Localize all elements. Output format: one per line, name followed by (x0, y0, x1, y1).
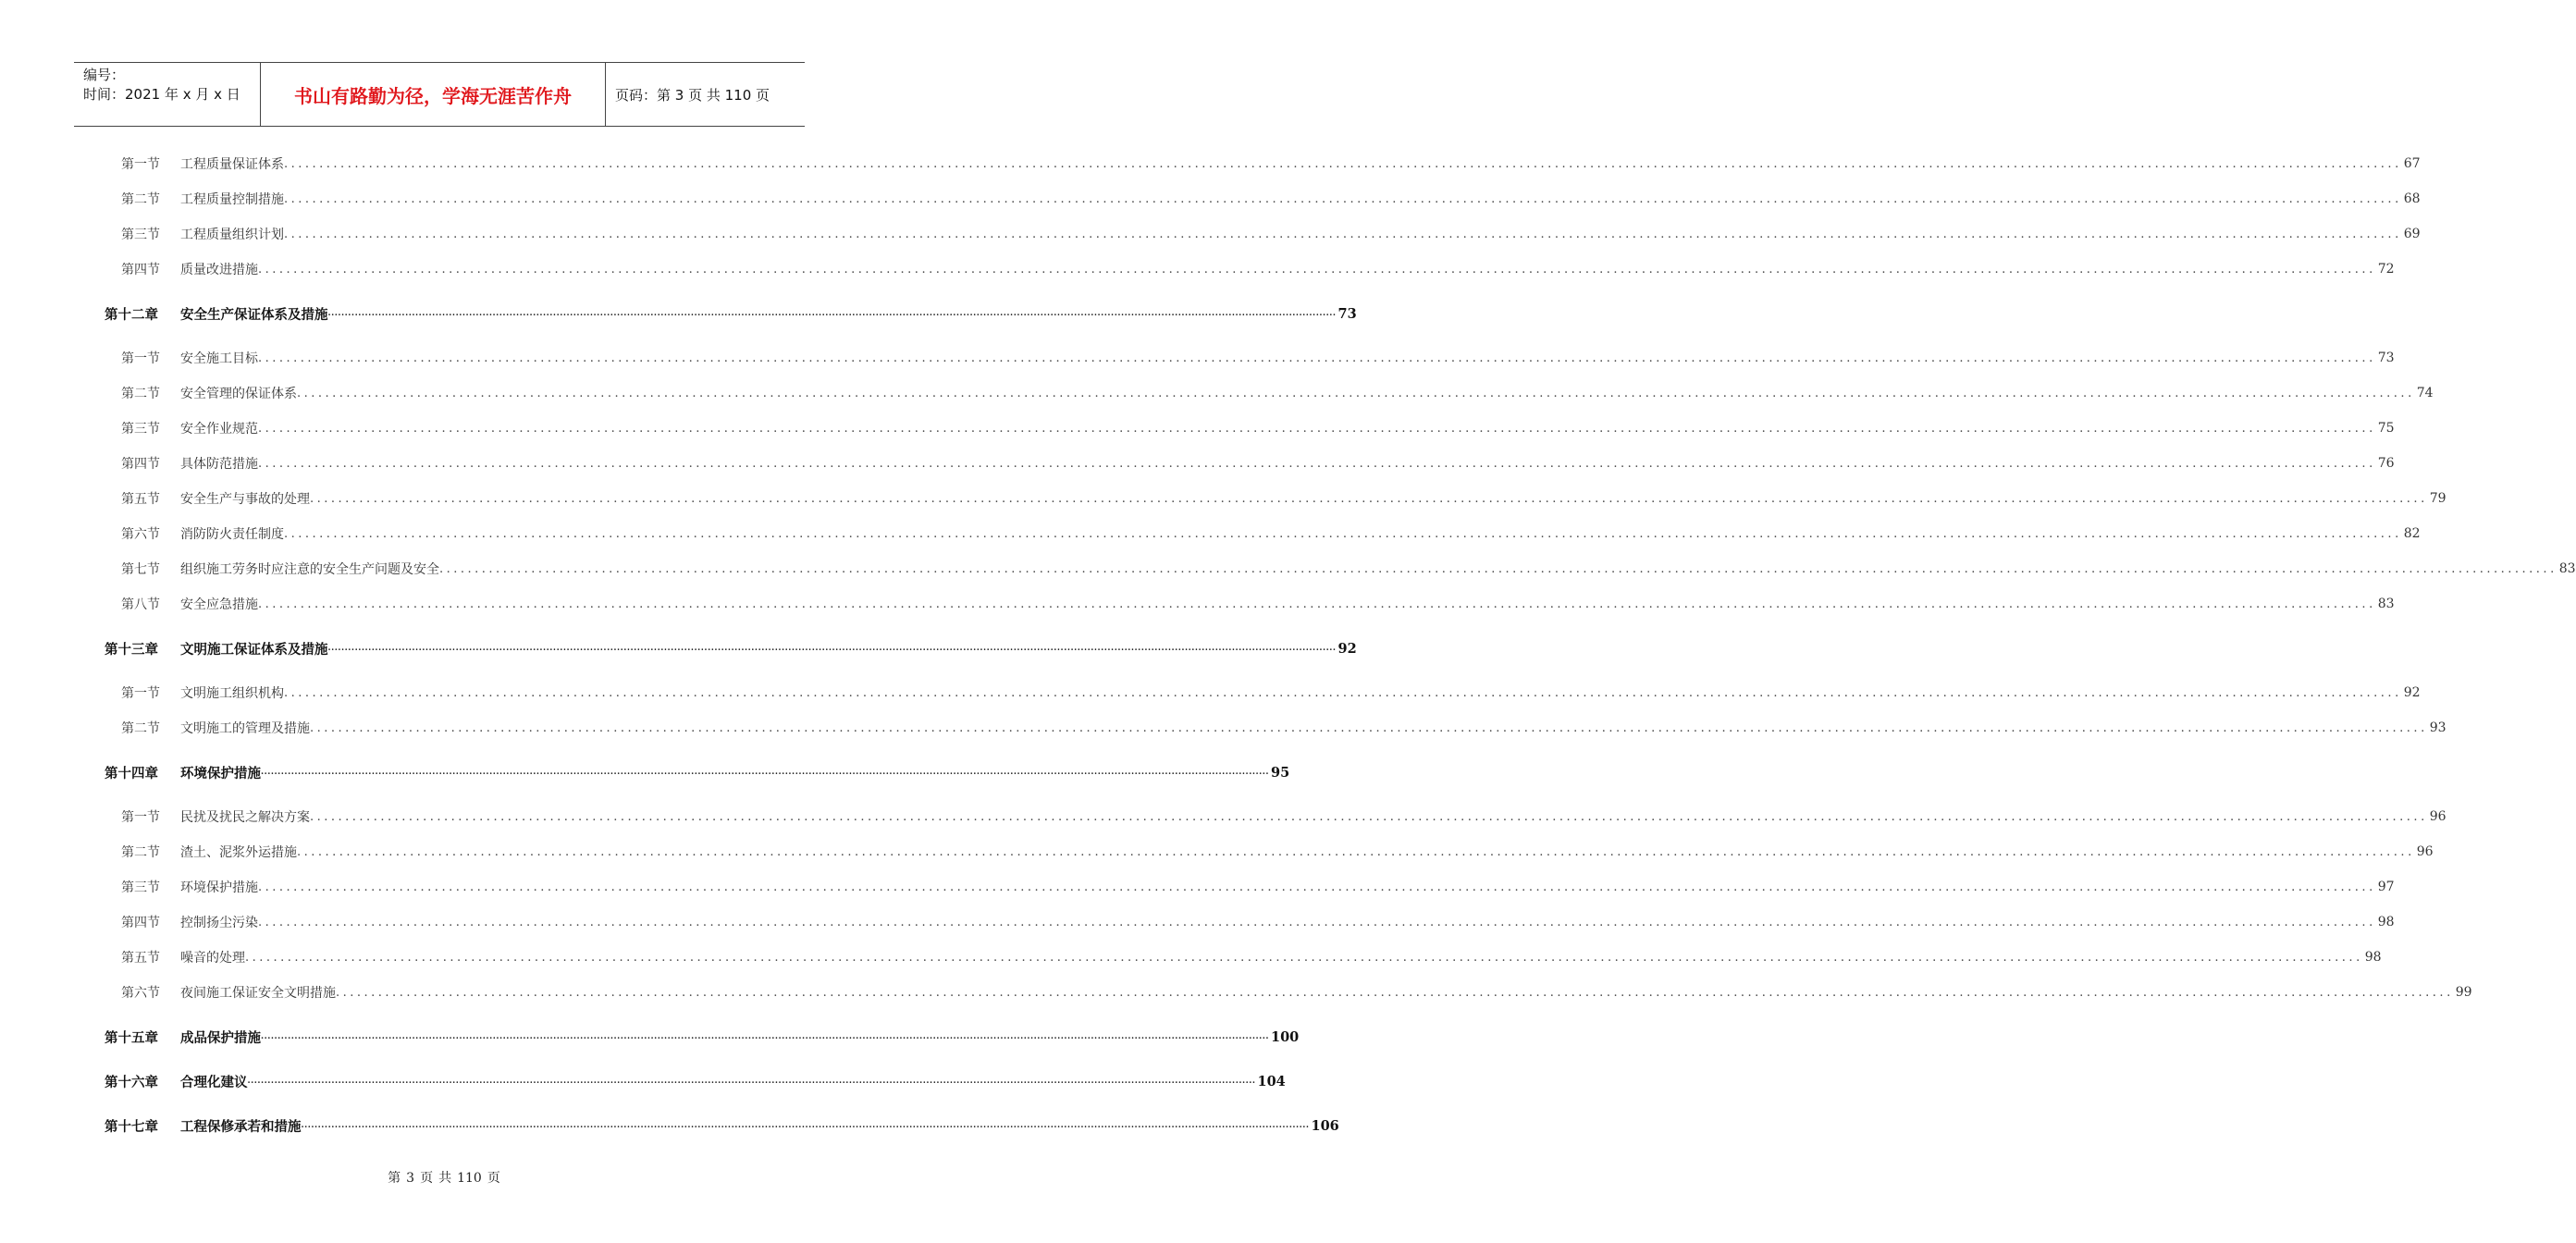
toc-entry-number: 第十二章 (105, 306, 158, 323)
toc-entry-number: 第四节 (121, 916, 160, 930)
toc-entry-number: 第八节 (121, 597, 160, 612)
toc-entry-page: 73 (2377, 351, 2395, 365)
toc-section-row[interactable] (105, 911, 2395, 933)
toc-entry-number: 第二节 (121, 845, 160, 860)
toc-dot-leader: ............................................................................................................................................................................................................................................................................................................ (310, 720, 2428, 735)
toc-entry-page: 96 (2429, 809, 2447, 824)
toc-entry-page: 100 (1271, 1028, 1300, 1045)
toc-dot-leader: ............................................................................................................................................................................................................................................................................................................ (284, 526, 2402, 541)
toc-entry-number: 第二节 (121, 192, 160, 207)
page-header (74, 62, 805, 127)
toc-entry-page: 95 (1271, 764, 1290, 781)
toc-section-row[interactable] (105, 876, 2395, 898)
toc-entry-title: 安全应急措施 (180, 597, 258, 612)
toc-entry-page: 74 (2416, 386, 2434, 400)
toc-dot-leader: ............................................................................................................................................................................................................................................................................................................ (258, 915, 2376, 929)
toc-entry-title: 安全作业规范 (180, 422, 258, 437)
toc-entry-page: 92 (2403, 685, 2421, 700)
toc-dot-leader: ............................................................................................................................................................................................................................................................................................................ (336, 985, 2454, 1000)
toc-entry-number: 第二节 (121, 387, 160, 401)
toc-entry-title: 合理化建议 (180, 1074, 248, 1090)
toc-section-row[interactable] (105, 682, 2421, 704)
toc-section-row[interactable] (105, 558, 2576, 580)
toc-dot-leader: ............................................................................................................................................................................................................................................................................................................ (310, 809, 2428, 824)
toc-entry-number: 第二节 (121, 721, 160, 736)
toc-entry-number: 第十三章 (105, 641, 158, 658)
toc-entry-page: 82 (2403, 526, 2421, 541)
toc-entry-title: 安全生产保证体系及措施 (180, 306, 328, 323)
toc-entry-page: 83 (2377, 597, 2395, 611)
toc-section-row[interactable] (105, 382, 2434, 404)
toc-section-row[interactable] (105, 523, 2421, 545)
toc-dot-leader: ............................................................................................................................................................................................................................................................................................................ (258, 456, 2376, 471)
toc-entry-title: 夜间施工保证安全文明措施 (180, 986, 336, 1001)
toc-entry-page: 67 (2403, 156, 2421, 171)
toc-entry-page: 68 (2403, 191, 2421, 206)
toc-dot-leader: ............................................................................................................................................................................................................................................................................................................ (245, 950, 2363, 965)
toc-entry-page: 106 (1311, 1117, 1339, 1134)
toc-dot-leader: ............................................................................................................................................................................................................................................................................................................ (261, 768, 1269, 777)
toc-dot-leader: ............................................................................................................................................................................................................................................................................................................ (284, 191, 2402, 206)
toc-section-row[interactable] (105, 258, 2395, 280)
toc-dot-leader: ............................................................................................................................................................................................................................................................................................................ (258, 597, 2376, 611)
toc-entry-title: 质量改进措施 (180, 263, 258, 277)
toc-entry-number: 第一节 (121, 686, 160, 701)
toc-chapter-row[interactable] (105, 761, 1290, 783)
document-number-label: 编号： (83, 67, 126, 83)
toc-entry-title: 渣土、泥浆外运措施 (180, 845, 297, 860)
toc-entry-title: 工程质量组织计划 (180, 228, 284, 242)
toc-entry-title: 文明施工保证体系及措施 (180, 641, 328, 658)
toc-entry-title: 安全生产与事故的处理 (180, 492, 310, 507)
toc-section-row[interactable] (105, 806, 2447, 828)
header-motto: 书山有路勤为径，学海无涯苦作舟 (261, 63, 606, 126)
toc-entry-title: 环境保护措施 (180, 880, 258, 895)
toc-entry-title: 工程质量控制措施 (180, 192, 284, 207)
toc-chapter-row[interactable] (105, 637, 1357, 659)
toc-entry-title: 安全管理的保证体系 (180, 387, 297, 401)
toc-entry-number: 第六节 (121, 986, 160, 1001)
toc-entry-number: 第七节 (121, 562, 160, 577)
toc-dot-leader: ............................................................................................................................................................................................................................................................................................................ (297, 844, 2415, 859)
toc-section-row[interactable] (105, 417, 2395, 439)
toc-entry-page: 96 (2416, 844, 2434, 859)
toc-entry-page: 83 (2558, 561, 2576, 576)
toc-chapter-row[interactable] (105, 302, 1357, 325)
footer-total-word: 共 (438, 1171, 452, 1186)
toc-section-row[interactable] (105, 452, 2395, 474)
toc-dot-leader: ............................................................................................................................................................................................................................................................................................................ (284, 685, 2402, 700)
toc-dot-leader: ............................................................................................................................................................................................................................................................................................................ (258, 262, 2376, 277)
toc-chapter-row[interactable] (105, 1070, 1286, 1092)
toc-section-row[interactable] (105, 981, 2472, 1003)
toc-entry-title: 工程保修承若和措施 (180, 1118, 302, 1135)
toc-entry-number: 第三节 (121, 422, 160, 437)
toc-entry-number: 第三节 (121, 880, 160, 895)
toc-entry-page: 79 (2429, 491, 2447, 506)
toc-entry-number: 第三节 (121, 228, 160, 242)
toc-entry-title: 消防防火责任制度 (180, 527, 284, 542)
toc-dot-leader: ............................................................................................................................................................................................................................................................................................................ (258, 421, 2376, 436)
toc-section-row[interactable] (105, 946, 2382, 968)
toc-entry-page: 98 (2364, 950, 2382, 965)
toc-entry-page: 92 (1337, 640, 1357, 657)
toc-entry-title: 民扰及扰民之解决方案 (180, 810, 310, 825)
footer-page-word-2: 页 (487, 1171, 500, 1186)
footer-prefix: 第 (388, 1171, 401, 1186)
toc-section-row[interactable] (105, 223, 2421, 245)
toc-chapter-row[interactable] (105, 1026, 1300, 1048)
toc-entry-page: 76 (2377, 456, 2395, 471)
toc-section-row[interactable] (105, 487, 2447, 510)
toc-dot-leader: ............................................................................................................................................................................................................................................................................................................ (258, 880, 2376, 894)
toc-section-row[interactable] (105, 347, 2395, 369)
toc-entry-title: 具体防范措施 (180, 457, 258, 472)
toc-dot-leader: ............................................................................................................................................................................................................................................................................................................ (258, 351, 2376, 365)
toc-entry-number: 第六节 (121, 527, 160, 542)
footer-total-pages: 110 (457, 1171, 482, 1186)
toc-entry-number: 第五节 (121, 492, 160, 507)
toc-dot-leader: ............................................................................................................................................................................................................................................................................................................ (247, 1077, 1256, 1086)
toc-entry-number: 第十六章 (105, 1074, 158, 1090)
toc-dot-leader: ............................................................................................................................................................................................................................................................................................................ (327, 644, 1337, 653)
toc-entry-page: 98 (2377, 915, 2395, 929)
toc-entry-page: 99 (2455, 985, 2472, 1000)
toc-entry-title: 环境保护措施 (180, 765, 261, 781)
toc-entry-title: 工程质量保证体系 (180, 157, 284, 172)
toc-section-row[interactable] (105, 593, 2395, 615)
toc-entry-number: 第一节 (121, 351, 160, 366)
toc-dot-leader: ............................................................................................................................................................................................................................................................................................................ (301, 1121, 1310, 1130)
toc-entry-page: 75 (2377, 421, 2395, 436)
toc-section-row[interactable] (105, 717, 2447, 739)
toc-entry-page: 104 (1257, 1073, 1286, 1089)
toc-dot-leader: ............................................................................................................................................................................................................................................................................................................ (297, 386, 2415, 400)
toc-entry-number: 第一节 (121, 157, 160, 172)
toc-section-row[interactable] (105, 188, 2421, 210)
toc-entry-number: 第十五章 (105, 1029, 158, 1046)
toc-entry-title: 成品保护措施 (180, 1029, 261, 1046)
footer-current-page: 3 (406, 1171, 415, 1186)
toc-entry-title: 安全施工目标 (180, 351, 258, 366)
toc-entry-number: 第五节 (121, 951, 160, 966)
toc-entry-title: 噪音的处理 (180, 951, 245, 966)
toc-dot-leader: ............................................................................................................................................................................................................................................................................................................ (261, 1032, 1269, 1041)
toc-entry-title: 组织施工劳务时应注意的安全生产问题及安全 (180, 562, 439, 577)
toc-entry-page: 97 (2377, 880, 2395, 894)
toc-entry-title: 控制扬尘污染 (180, 916, 258, 930)
header-page-info: 页码：第 3 页 共 110 页 (615, 86, 770, 104)
toc-entry-number: 第十七章 (105, 1118, 158, 1135)
toc-dot-leader: ............................................................................................................................................................................................................................................................................................................ (284, 227, 2402, 241)
document-time-label: 时间：2021 年 x 月 x 日 (83, 86, 240, 103)
toc-section-row[interactable] (105, 841, 2434, 863)
toc-section-row[interactable] (105, 153, 2421, 175)
toc-entry-title: 文明施工的管理及措施 (180, 721, 310, 736)
toc-entry-number: 第一节 (121, 810, 160, 825)
toc-dot-leader: ............................................................................................................................................................................................................................................................................................................ (439, 561, 2558, 576)
toc-entry-page: 93 (2429, 720, 2447, 735)
page-footer (0, 1168, 879, 1187)
toc-chapter-row[interactable] (105, 1114, 1339, 1137)
toc-entry-page: 73 (1337, 305, 1357, 322)
toc-entry-page: 69 (2403, 227, 2421, 241)
toc-entry-number: 第四节 (121, 263, 160, 277)
toc-entry-number: 第十四章 (105, 765, 158, 781)
header-meta (74, 63, 261, 126)
toc-dot-leader: ............................................................................................................................................................................................................................................................................................................ (284, 156, 2402, 171)
toc-dot-leader: ............................................................................................................................................................................................................................................................................................................ (327, 309, 1337, 318)
toc-entry-title: 文明施工组织机构 (180, 686, 284, 701)
toc-entry-page: 72 (2377, 262, 2395, 277)
toc-dot-leader: ............................................................................................................................................................................................................................................................................................................ (310, 491, 2428, 506)
toc-entry-number: 第四节 (121, 457, 160, 472)
footer-page-word: 页 (420, 1171, 434, 1186)
